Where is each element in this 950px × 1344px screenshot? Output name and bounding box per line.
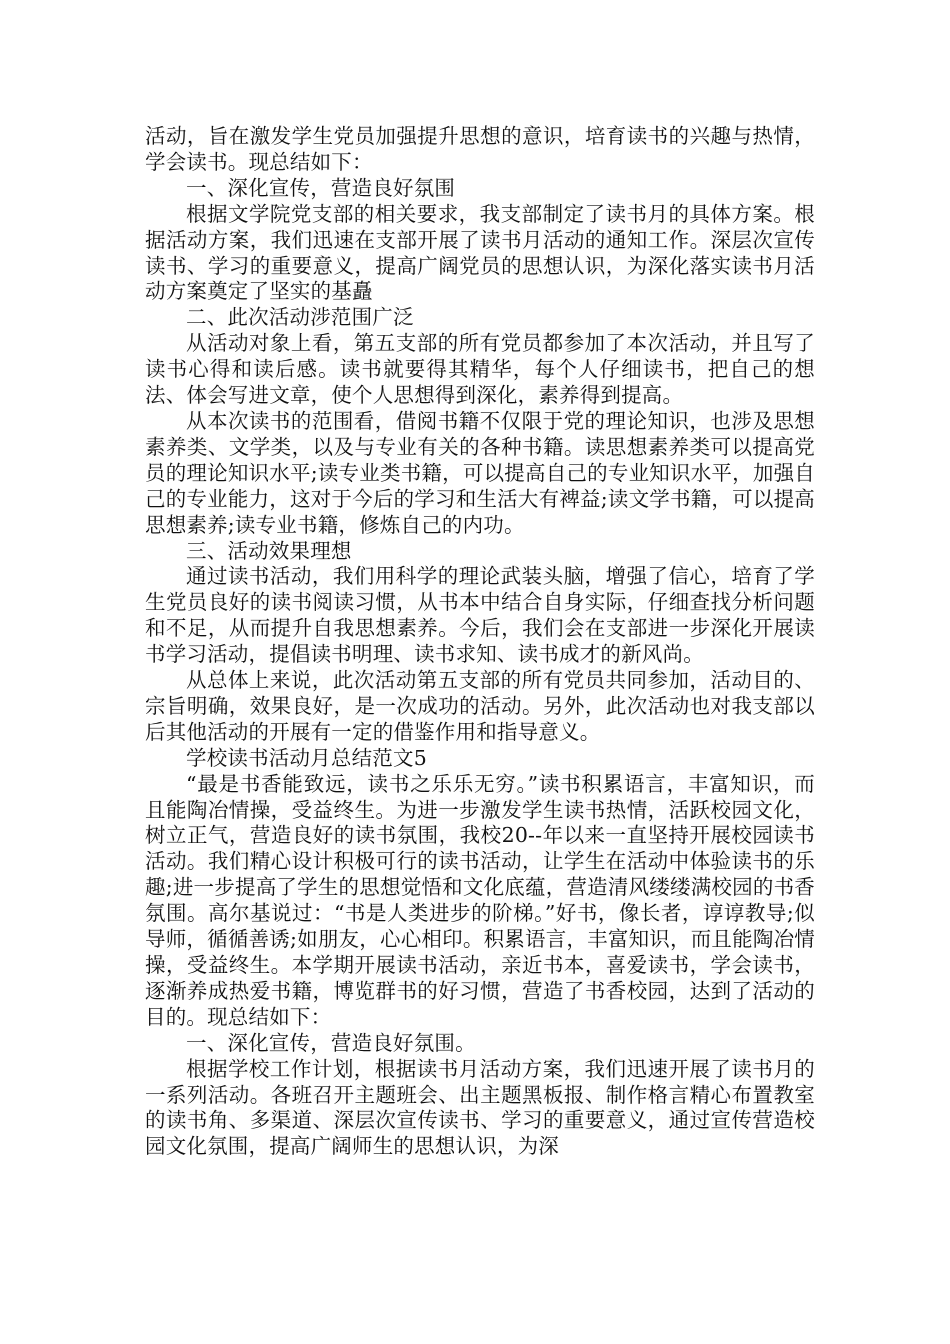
paragraph: “最是书香能致远，读书之乐乐无穷。”读书积累语言，丰富知识，而且能陶冶情操，受益终生。为进一步激发学生读书热情，活跃校园文化，树立正气，营造良好的读书氛围，我校20--年以来一直坚持开展校园读书活动。我们精心设计积极可行的读书活动，让学生在活动中体验读书的乐趣;进一步提高了学生的思想觉悟和文化底蕴，营造清风缕缕满校园的书香氛围。高尔基说过：“书是人类进步的阶梯。”好书，像长者，谆谆教导;似导师，循循善诱;如朋友，心心相印。积累语言，丰富知识，而且能陶冶情操，受益终生。本学期开展读书活动，亲近书本，喜爱读书，学会读书，逐渐养成热爱书籍，博览群书的好习惯，营造了书香校园，达到了活动的目的。现总结如下： [145,771,815,1029]
paragraph: 从总体上来说，此次活动第五支部的所有党员共同参加，活动目的、宗旨明确，效果良好，是一次成功的活动。另外，此次活动也对我支部以后其他活动的开展有一定的借鉴作用和指导意义。 [145,668,815,744]
paragraph: 根据学校工作计划，根据读书月活动方案，我们迅速开展了读书月的一系列活动。各班召开主题班会、出主题黑板报、制作格言精心布置教室的读书角、多渠道、深层次宣传读书、学习的重要意义，通过宣传营造校园文化氛围，提高广阔师生的思想认识，为深 [145,1056,815,1159]
paragraph: 根据文学院党支部的相关要求，我支部制定了读书月的具体方案。根据活动方案，我们迅速在支部开展了读书月活动的通知工作。深层次宣传读书、学习的重要意义，提高广阔党员的思想认识，为深化落实读书月活动方案奠定了坚实的基矗 [145,201,815,304]
paragraph: 通过读书活动，我们用科学的理论武装头脑，增强了信心，培育了学生党员良好的读书阅读习惯，从书本中结合自身实际，仔细查找分析问题和不足，从而提升自我思想素养。今后，我们会在支部进一步深化开展读书学习活动，提倡读书明理、读书求知、读书成才的新风尚。 [145,564,815,667]
section-heading-3: 三、活动效果理想 [186,538,352,563]
section-heading-1b: 一、深化宣传，营造良好氛围。 [186,1030,476,1055]
section-heading-2: 二、此次活动涉范围广泛 [186,305,414,330]
section-heading-1: 一、深化宣传，营造良好氛围 [186,175,456,200]
article-title: 学校读书活动月总结范文5 [186,745,427,770]
document-body [145,124,815,1160]
paragraph: 从本次读书的范围看，借阅书籍不仅限于党的理论知识，也涉及思想素养类、文学类，以及与专业有关的各种书籍。读思想素养类可以提高党员的理论知识水平;读专业类书籍，可以提高自己的专业知识水平，加强自己的专业能力，这对于今后的学习和生活大有裨益;读文学书籍，可以提高思想素养;读专业书籍，修炼自己的内功。 [145,408,815,537]
paragraph-intro-continuation: 活动，旨在激发学生党员加强提升思想的意识，培育读书的兴趣与热情，学会读书。现总结如下： [145,124,815,174]
paragraph: 从活动对象上看，第五支部的所有党员都参加了本次活动，并且写了读书心得和读后感。读书就要得其精华，每个人仔细读书，把自己的想法、体会写进文章，使个人思想得到深化，素养得到提高。 [145,331,815,408]
